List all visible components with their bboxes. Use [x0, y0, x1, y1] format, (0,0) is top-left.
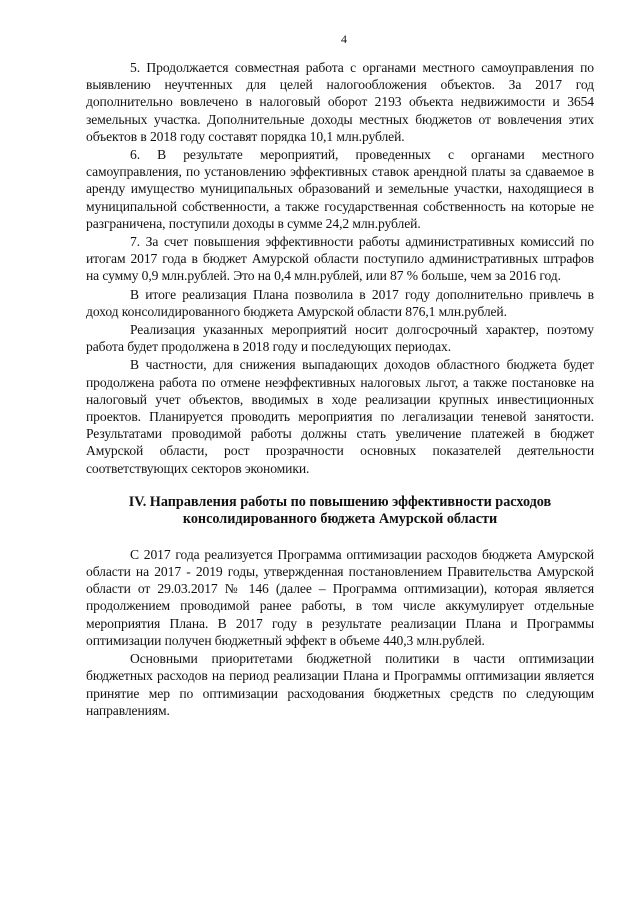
paragraph-item-6: 6. В результате мероприятий, проведенных с органами местного самоуправления, по установлению эффективных ставок арендной платы за сдаваемое в аренду имущество муниципальных образований и земельные участки, находящиеся в муниципальной собственности, а также государственная собственность на которые не разграничена, поступили доходы в сумме 24,2 млн.рублей.: [86, 147, 594, 231]
paragraph-item-7: 7. За счет повышения эффективности работы административных комиссий по итогам 2017 года в бюджет Амурской области поступило административных штрафов на сумму 0,9 млн.рублей. Это на 0,4 млн.рублей, или 87 % больше, чем за 2016 год.: [86, 234, 594, 284]
paragraph-summary: В итоге реализация Плана позволила в 2017 году дополнительно привлечь в доход консолидированного бюджета Амурской области 876,1 млн.рублей.: [86, 286, 594, 319]
section-heading: [86, 494, 594, 529]
section-heading-line1: IV. Направления работы по повышению эффективности расходов: [128, 493, 552, 510]
page-number: 4: [341, 32, 347, 46]
paragraph-priorities: Основными приоритетами бюджетной политики в части оптимизации бюджетных расходов на период реализации Плана и Программы оптимизации является принятие мер по оптимизации расходования бюджетных средств по следующим направлениям.: [86, 651, 594, 718]
paragraph-long-term: Реализация указанных мероприятий носит долгосрочный характер, поэтому работа будет продолжена в 2018 году и последующих периодах.: [86, 322, 594, 355]
paragraph-program: С 2017 года реализуется Программа оптимизации расходов бюджета Амурской области на 2017 - 2019 годы, утвержденная постановлением Правительства Амурской области от 29.03.2017 № 146 (далее – Программа оптимизации), которая является продолжением проводимой ранее работы, в том числе аккумулирует отдельные мероприятия Плана. В 2017 году в результате реализации Плана и Программы оптимизации получен бюджетный эффект в объеме 440,3 млн.рублей.: [86, 546, 594, 648]
section-heading-line2: консолидированного бюджета Амурской области: [182, 511, 498, 528]
paragraph-item-5: 5. Продолжается совместная работа с органами местного самоуправления по выявлению неучтенных для целей налогообложения объектов. За 2017 год дополнительно вовлечено в налоговый оборот 2193 объекта недвижимости и 3654 земельных участка. Дополнительные доходы местных бюджетов от вовлечения этих объектов в 2018 году составят порядка 10,1 млн.рублей.: [86, 60, 594, 144]
paragraph-plans: В частности, для снижения выпадающих доходов областного бюджета будет продолжена работа по отмене неэффективных налоговых льгот, а также постановке на налоговый учет объектов, вводимых в ходе реализации крупных инвестиционных проектов. Планируется проводить мероприятия по легализации теневой занятости. Результатами проводимой работы должны стать увеличение платежей в бюджет Амурской области, рост прозрачности основных показателей деятельности соответствующих секторов экономики.: [86, 357, 594, 476]
